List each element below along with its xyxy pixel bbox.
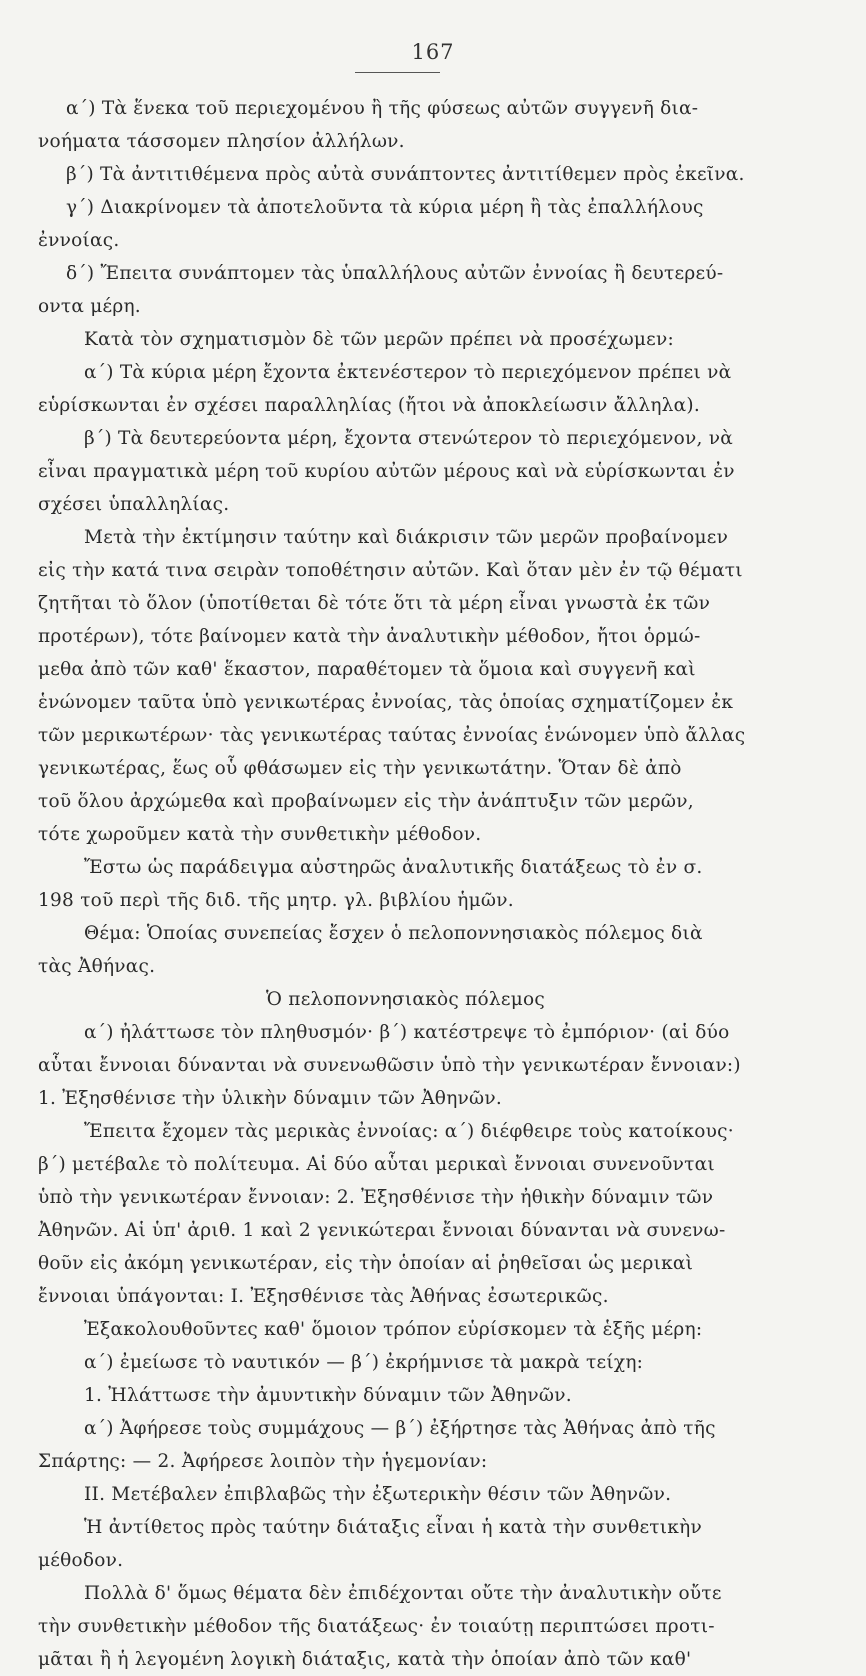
text-line: 1. Ἠλάττωσε τὴν ἀμυντικὴν δύναμιν τῶν Ἀθηνῶν. (84, 1385, 572, 1406)
text-line: ἐννοίας. (38, 230, 120, 251)
text-line: προτέρων), τότε βαίνομεν κατὰ τὴν ἀναλυτικὴν μέθοδον, ἤτοι ὁρμώ- (38, 626, 701, 647)
text-line: β΄) μετέβαλε τὸ πολίτευμα. Αἱ δύο αὗται μερικαὶ ἔννοιαι συνενοῦνται (38, 1154, 715, 1175)
text-line: β΄) Τὰ δευτερεύοντα μέρη, ἔχοντα στενώτερον τὸ περιεχόμενον, νὰ (84, 428, 733, 449)
text-line: Πολλὰ δ' ὅμως θέματα δὲν ἐπιδέχονται οὔτε τὴν ἀναλυτικὴν οὔτε (84, 1583, 722, 1604)
text-line: μεθα ἀπὸ τῶν καθ' ἕκαστον, παραθέτομεν τὰ ὅμοια καὶ συγγενῆ καὶ (38, 659, 696, 680)
text-line: Ἀθηνῶν. Αἱ ὑπ' ἀριθ. 1 καὶ 2 γενικώτεραι ἔννοιαι δύνανται νὰ συνενω- (38, 1220, 726, 1241)
text-line: α΄) ἠλάττωσε τὸν πληθυσμόν· β΄) κατέστρεψε τὸ ἐμπόριον· (αἱ δύο (84, 1022, 730, 1043)
header-rule (355, 72, 440, 73)
text-line: οντα μέρη. (38, 296, 141, 317)
text-line: Ἐξακολουθοῦντες καθ' ὅμοιον τρόπον εὑρίσκομεν τὰ ἑξῆς μέρη: (84, 1319, 703, 1340)
text-line: ἔννοιαι ὑπάγονται: I. Ἐξησθένισε τὰς Ἀθήνας ἐσωτερικῶς. (38, 1286, 609, 1307)
text-line: Μετὰ τὴν ἐκτίμησιν ταύτην καὶ διάκρισιν τῶν μερῶν προβαίνομεν (84, 527, 729, 548)
text-line: 1. Ἐξησθένισε τὴν ὑλικὴν δύναμιν τῶν Ἀθηνῶν. (38, 1088, 502, 1109)
text-line: εἶναι πραγματικὰ μέρη τοῦ κυρίου αὐτῶν μέρους καὶ νὰ εὑρίσκωνται ἐν (38, 461, 735, 482)
text-line: τὰς Ἀθήνας. (38, 956, 156, 977)
text-line: τὴν συνθετικὴν μέθοδον τῆς διατάξεως· ἐν τοιαύτῃ περιπτώσει προτι- (38, 1616, 715, 1637)
text-line: μέθοδον. (38, 1550, 124, 1571)
text-line: α΄) Τὰ ἕνεκα τοῦ περιεχομένου ἢ τῆς φύσεως αὐτῶν συγγενῆ δια- (66, 98, 699, 119)
text-line: Ἡ ἀντίθετος πρὸς ταύτην διάταξις εἶναι ἡ κατὰ τὴν συνθετικὴν (84, 1517, 702, 1538)
text-line: νοήματα τάσσομεν πλησίον ἀλλήλων. (38, 131, 405, 152)
text-line: α΄) ἐμείωσε τὸ ναυτικόν — β΄) ἐκρήμνισε τὰ μακρὰ τείχη: (84, 1352, 644, 1373)
text-line: γενικωτέρας, ἕως οὗ φθάσωμεν εἰς τὴν γενικωτάτην. Ὅταν δὲ ἀπὸ (38, 758, 682, 779)
text-line: Κατὰ τὸν σχηματισμὸν δὲ τῶν μερῶν πρέπει νὰ προσέχωμεν: (84, 329, 674, 350)
text-line: II. Μετέβαλεν ἐπιβλαβῶς τὴν ἐξωτερικὴν θέσιν τῶν Ἀθηνῶν. (84, 1484, 672, 1505)
text-line: αὗται ἔννοιαι δύνανται νὰ συνενωθῶσιν ὑπὸ τὴν γενικωτέραν ἔννοιαν:) (38, 1055, 741, 1076)
text-line: γ΄) Διακρίνομεν τὰ ἀποτελοῦντα τὰ κύρια μέρη ἢ τὰς ἐπαλλήλους (66, 197, 704, 218)
text-line: Σπάρτης: — 2. Ἀφήρεσε λοιπὸν τὴν ἡγεμονίαν: (38, 1451, 488, 1472)
text-line: σχέσει ὑπαλληλίας. (38, 494, 230, 515)
text-line: τότε χωροῦμεν κατὰ τὴν συνθετικὴν μέθοδον. (38, 824, 482, 845)
text-line: τοῦ ὅλου ἀρχώμεθα καὶ προβαίνωμεν εἰς τὴν ἀνάπτυξιν τῶν μερῶν, (38, 791, 694, 812)
text-line: ὑπὸ τὴν γενικωτέραν ἔννοιαν: 2. Ἐξησθένισε τὴν ἠθικὴν δύναμιν τῶν (38, 1187, 714, 1208)
page-number: 167 (411, 40, 455, 64)
text-line: εὑρίσκωνται ἐν σχέσει παραλληλίας (ἤτοι νὰ ἀποκλείωσιν ἄλληλα). (38, 395, 700, 416)
text-line: Ὁ πελοποννησιακὸς πόλεμος (266, 989, 545, 1010)
text-line: α΄) Τὰ κύρια μέρη ἔχοντα ἐκτενέστερον τὸ περιεχόμενον πρέπει νὰ (84, 362, 732, 383)
text-line: εἰς τὴν κατά τινα σειρὰν τοποθέτησιν αὐτῶν. Καὶ ὅταν μὲν ἐν τῷ θέματι (38, 560, 743, 581)
text-line: Θέμα: Ὁποίας συνεπείας ἔσχεν ὁ πελοποννησιακὸς πόλεμος διὰ (84, 923, 703, 944)
text-line: τῶν μερικωτέρων· τὰς γενικωτέρας ταύτας ἐννοίας ἑνώνομεν ὑπὸ ἄλλας (38, 725, 746, 746)
text-line: β΄) Τὰ ἀντιτιθέμενα πρὸς αὐτὰ συνάπτοντες ἀντιτίθεμεν πρὸς ἐκεῖνα. (66, 164, 745, 185)
text-line: θοῦν εἰς ἀκόμη γενικωτέραν, εἰς τὴν ὁποίαν αἱ ῥηθεῖσαι ὡς μερικαὶ (38, 1253, 694, 1274)
text-line: Ἔστω ὡς παράδειγμα αὐστηρῶς ἀναλυτικῆς διατάξεως τὸ ἐν σ. (84, 857, 703, 878)
text-line: ἑνώνομεν ταῦτα ὑπὸ γενικωτέρας ἐννοίας, τὰς ὁποίας σχηματίζομεν ἐκ (38, 692, 734, 713)
text-line: ζητῆται τὸ ὅλον (ὑποτίθεται δὲ τότε ὅτι τὰ μέρη εἶναι γνωστὰ ἐκ τῶν (38, 593, 711, 614)
text-line: α΄) Ἀφήρεσε τοὺς συμμάχους — β΄) ἐξήρτησε τὰς Ἀθήνας ἀπὸ τῆς (84, 1418, 716, 1439)
text-line: 198 τοῦ περὶ τῆς διδ. τῆς μητρ. γλ. βιβλίου ἡμῶν. (38, 890, 514, 911)
text-line: μᾶται ἢ ἡ λεγομένη λογικὴ διάταξις, κατὰ τὴν ὁποίαν ἀπὸ τῶν καθ' (38, 1649, 692, 1670)
body-text (38, 92, 773, 1676)
text-line: Ἔπειτα ἔχομεν τὰς μερικὰς ἐννοίας: α΄) διέφθειρε τοὺς κατοίκους· (84, 1121, 734, 1142)
text-line: δ΄) Ἔπειτα συνάπτομεν τὰς ὑπαλλήλους αὐτῶν ἐννοίας ἢ δευτερεύ- (66, 263, 724, 284)
